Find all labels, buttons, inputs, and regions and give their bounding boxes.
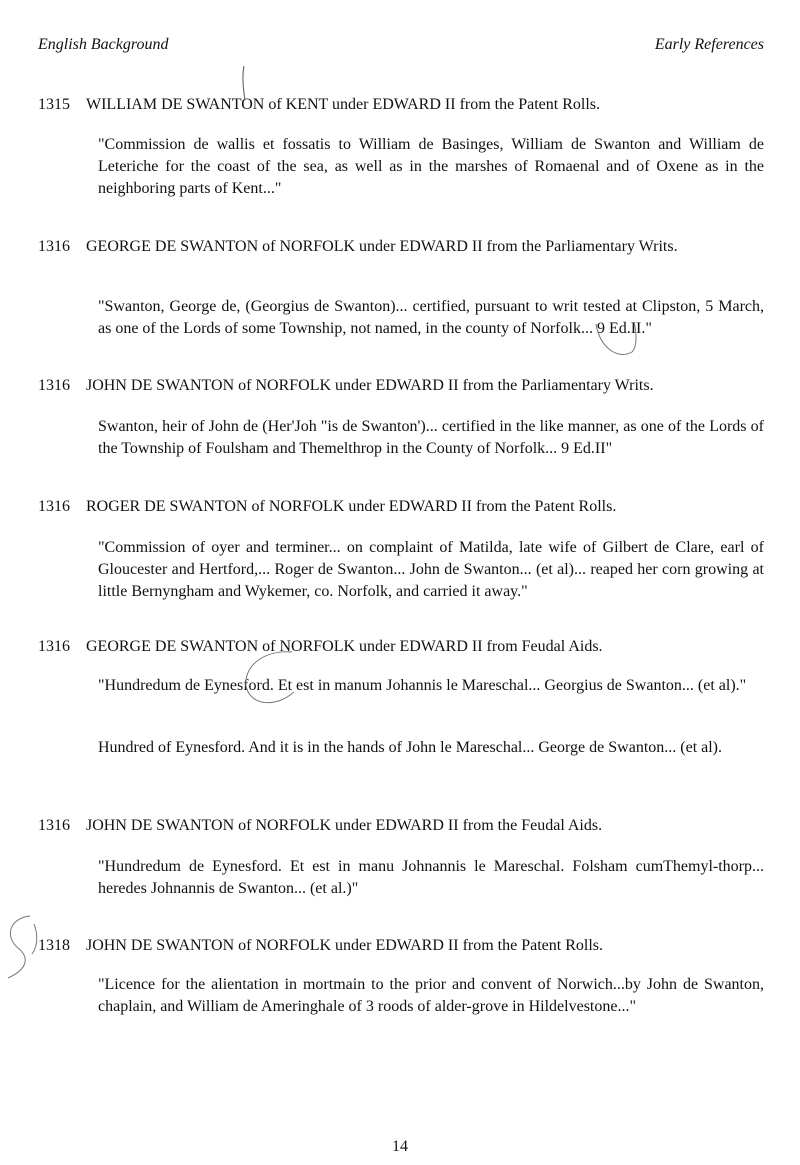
- page-number: 14: [392, 1138, 408, 1155]
- entry-paragraph: "Commission de wallis et fossatis to William de Basinges, William de Swanton and William de Leteriche for the coast of the sea, as well as in the marshes of Romaenal and of Oxene as in the neighboring parts of Kent...": [98, 136, 764, 197]
- entry-heading: [38, 375, 800, 397]
- entry-title: JOHN DE SWANTON of NORFOLK under EDWARD II from the Patent Rolls.: [86, 937, 603, 954]
- entry-year: 1318: [38, 937, 70, 954]
- page-header-right: Early References: [654, 36, 764, 53]
- entry-paragraph: Hundred of Eynesford. And it is in the hands of John le Mareschal... George de Swanton... (et al).: [98, 739, 723, 756]
- entry-year: 1316: [38, 638, 70, 655]
- entry-title: GEORGE DE SWANTON of NORFOLK under EDWARD II from the Parliamentary Writs.: [86, 238, 678, 255]
- entry-paragraph: Swanton, heir of John de (Her'Joh "is de Swanton')... certified in the like manner, as one of the Lords of the Township of Foulsham and Themelthrop in the County of Norfolk... 9 Ed.II": [98, 418, 764, 457]
- entry-heading: [38, 94, 800, 116]
- entry-heading: [38, 935, 800, 957]
- entry-year: 1316: [38, 238, 70, 255]
- entry-paragraph: "Swanton, George de, (Georgius de Swanton)... certified, pursuant to writ tested at Clipston, 5 March, as one of the Lords of some Township, not named, in the county of Norfolk... 9 Ed.II.": [98, 298, 764, 337]
- entry-paragraph: "Commission of oyer and terminer... on complaint of Matilda, late wife of Gilbert de Clare, earl of Gloucester and Hertford,... Roger de Swanton... John de Swanton... (et al)... reaped her corn growing at little Bernyngham and Wykemer, co. Norfolk, and carried it away.": [98, 539, 764, 600]
- entry-paragraph: "Licence for the alientation in mortmain to the prior and convent of Norwich...by John de Swanton, chaplain, and William de Ameringhale of 3 roods of alder-grove in Hildelvestone...": [98, 976, 764, 1015]
- entry-title: JOHN DE SWANTON of NORFOLK under EDWARD II from the Parliamentary Writs.: [86, 377, 654, 394]
- entry-year: 1315: [38, 96, 70, 113]
- entry-paragraph: "Hundredum de Eynesford. Et est in manum Johannis le Mareschal... Georgius de Swanton... (et al).": [98, 677, 747, 694]
- entry-title: JOHN DE SWANTON of NORFOLK under EDWARD II from the Feudal Aids.: [86, 817, 603, 834]
- entry-year: 1316: [38, 817, 70, 834]
- page-header-left: English Background: [38, 36, 169, 53]
- entry-title: GEORGE DE SWANTON of NORFOLK under EDWARD II from Feudal Aids.: [86, 638, 603, 655]
- entry-heading: [38, 815, 800, 837]
- entry-title: WILLIAM DE SWANTON of KENT under EDWARD II from the Patent Rolls.: [86, 96, 600, 113]
- entry-heading: [38, 636, 800, 658]
- entry-heading: [38, 236, 800, 258]
- entry-year: 1316: [38, 377, 70, 394]
- entry-title: ROGER DE SWANTON of NORFOLK under EDWARD II from the Patent Rolls.: [86, 498, 617, 515]
- entry-paragraph: "Hundredum de Eynesford. Et est in manu Johnannis le Mareschal. Folsham cumThemyl-thorp... heredes Johnannis de Swanton... (et al.)": [98, 858, 764, 897]
- entry-heading: [38, 496, 800, 518]
- entry-year: 1316: [38, 498, 70, 515]
